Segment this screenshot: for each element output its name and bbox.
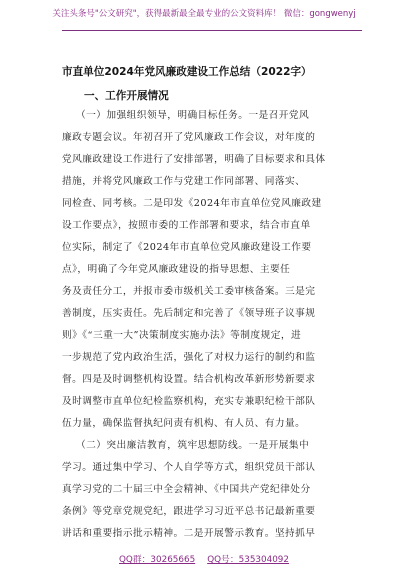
- footer-qq-number: QQ号：535304092: [207, 555, 290, 565]
- body-text: [62, 105, 352, 545]
- footer-qq-group: QQ群：30265665: [118, 555, 196, 565]
- body-line: 条例》等党章党规党纪，跟进学习习近平总书记最新重要: [62, 506, 316, 517]
- body-line: 党风廉政建设工作进行了安排部署，明确了目标要求和具体: [62, 154, 326, 165]
- body-line: 同检查、同考核。二是印发《2024年市直单位党风廉政建: [62, 198, 322, 209]
- body-line: 设工作要点》，按照市委的工作部署和要求，结合市直单: [62, 220, 311, 231]
- body-line: 及时调整市直单位纪检监察机构，充实专兼职纪检干部队: [62, 396, 316, 407]
- body-line: （一）加强组织领导，明确目标任务。一是召开党风: [76, 110, 310, 121]
- body-line: 廉政专题会议。年初召开了党风廉政工作会议，对年度的: [62, 132, 316, 143]
- body-line: 则》《“三重一大”决策制度实施办法》等制度规定，进: [62, 330, 302, 341]
- header-divider: [62, 30, 362, 31]
- body-line: 伍力量，确保监督执纪问责有机构、有人员、有力量。: [62, 418, 306, 429]
- body-line: 讲话和重要指示批示精神。二是开展警示教育。坚持抓早: [62, 528, 316, 539]
- body-line: 善制度，压实责任。先后制定和完善了《领导班子议事规: [62, 308, 316, 319]
- section-heading: 一、工作开展情况: [84, 90, 169, 102]
- body-line: 务及责任分工，并报市委市级机关工委审核备案。三是完: [62, 286, 316, 297]
- body-line: （二）突出廉洁教育，筑牢思想防线。一是开展集中: [76, 440, 310, 451]
- body-line: 学习。通过集中学习、个人自学等方式，组织党员干部认: [62, 462, 316, 473]
- footer-contact: [0, 552, 408, 565]
- body-line: 督。四是及时调整机构设置。结合机构改革新形势新要求: [62, 374, 316, 385]
- body-line: 位实际，制定了《2024年市直单位党风廉政建设工作要: [62, 242, 312, 253]
- body-line: 一步规范了党内政治生活，强化了对权力运行的制约和监: [62, 352, 316, 363]
- body-line: 点》，明确了今年党风廉政建设的指导思想、主要任: [62, 264, 291, 275]
- body-line: 措施，并将党风廉政工作与党建工作同部署、同落实、: [62, 176, 306, 187]
- document-title: 市直单位2024年党风廉政建设工作总结（2022字）: [62, 66, 312, 78]
- body-line: 真学习党的二十届三中全会精神、《中国共产党纪律处分: [62, 484, 311, 495]
- header-promo-note: 关注头条号"公文研究"，获得最新最全最专业的公文资料库！ 微信：gongwenyj: [52, 9, 356, 19]
